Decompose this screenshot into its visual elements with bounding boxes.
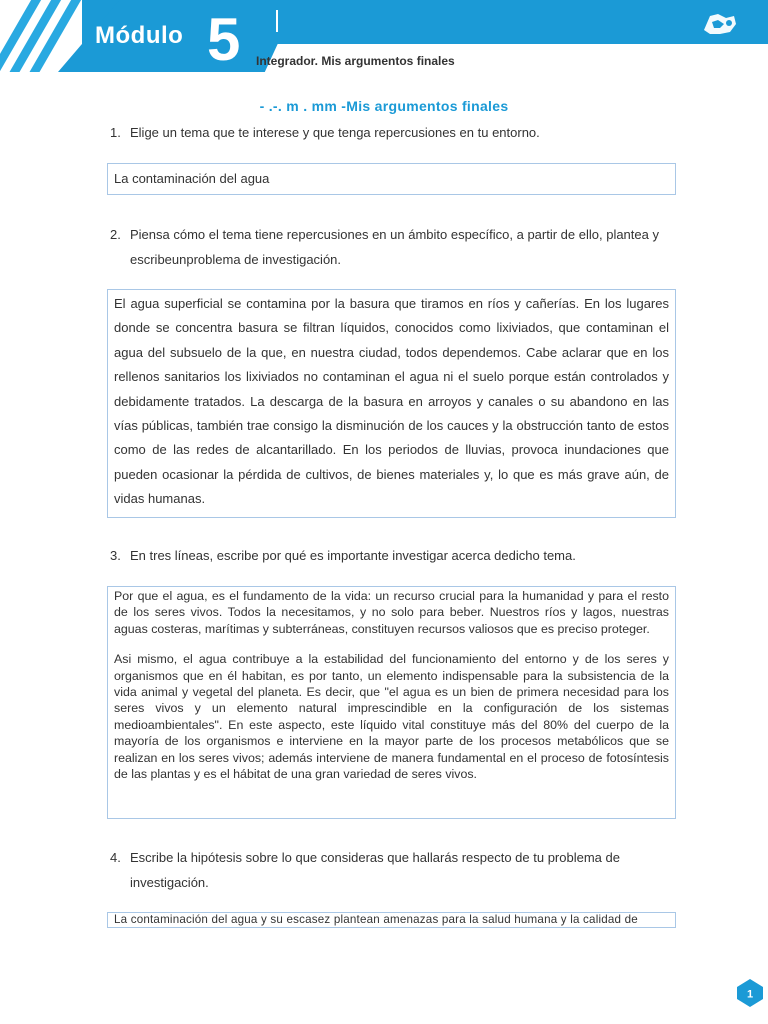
section-title: - .-. m . mm -Mis argumentos finales [259, 98, 509, 114]
question-1 [110, 120, 670, 145]
page-header [0, 0, 768, 72]
module-word: Módulo [95, 22, 184, 49]
answer-box-1: La contaminación del agua [107, 163, 676, 195]
page-subtitle: Integrador. Mis argumentos finales [256, 54, 455, 68]
header-divider [276, 10, 278, 32]
question-text: Escribe la hipótesis sobre lo que consideras que hallarás respecto de tu problema de investigación. [130, 850, 620, 890]
answer-paragraph: Asi mismo, el agua contribuye a la estabilidad del funcionamiento del entorno y de los seres y organismos que en él habitan, es por tanto, un elemento indispensable para la subsistencia de la vida animal y vegetal del planeta. Es decir, que "el agua es un bien de primera necesidad para los seres vivos y un elemento natural imprescindible en la configuración de los sistemas medioambientales". En este aspecto, este líquido vital constituye más del 80% del cuerpo de la mayoría de los organismos e interviene en la mayor parte de los procesos metabólicos que se realizan en los seres vivos; además interviene de manera fundamental en el proceso de fotosíntesis de las plantas y es el hábitat de una gran variedad de seres vivos. [114, 652, 669, 782]
question-text: En tres líneas, escribe por qué es importante investigar acerca dedicho tema. [130, 548, 576, 563]
question-text: Elige un tema que te interese y que tenga repercusiones en tu entorno. [130, 125, 540, 140]
question-4 [110, 845, 670, 895]
module-number: 5 [207, 6, 241, 73]
prepa-logo-icon [700, 10, 740, 38]
answer-box-3 [107, 586, 676, 819]
question-text: Piensa cómo el tema tiene repercusiones en un ámbito específico, a partir de ello, plantea y escribeunproblema de investigación. [130, 227, 659, 267]
question-2 [110, 222, 670, 272]
question-number: 2. [110, 227, 121, 242]
question-number: 4. [110, 850, 121, 865]
answer-box-2: El agua superficial se contamina por la basura que tiramos en ríos y cañerías. En los lugares donde se concentra basura se filtran líquidos, conocidos como lixiviados, que contaminan el agua del subsuelo de la que, en nuestra ciudad, todos dependemos. Cabe aclarar que en los rellenos sanitarios los lixiviados no contaminan el agua ni el suelo porque están controlados y debidamente tratados. La descarga de la basura en arroyos y canales o su abandono en las vías públicas, también trae consigo la disminución de los cauces y la obstrucción tanto de estos como de las redes de alcantarillado. En los periodos de lluvias, provoca inundaciones que pueden ocasionar la pérdida de cultivos, de bienes materiales y, lo que es más grave aún, de vidas humanas. [107, 289, 676, 518]
answer-paragraph: Por que el agua, es el fundamento de la vida: un recurso crucial para la humanidad y para el resto de los seres vivos. Todos la necesitamos, y no solo para beber. Nuestros ríos y lagos, nuestras aguas costeras, marítimas y subterráneas, constituyen recursos valiosos que es preciso proteger. [114, 589, 669, 636]
question-number: 1. [110, 125, 121, 140]
page-number: 1 [746, 988, 754, 1001]
question-3 [110, 543, 670, 568]
answer-box-4: La contaminación del agua y su escasez plantean amenazas para la salud humana y la calidad de [107, 912, 676, 928]
page-number-badge [735, 978, 765, 1008]
question-number: 3. [110, 548, 121, 563]
